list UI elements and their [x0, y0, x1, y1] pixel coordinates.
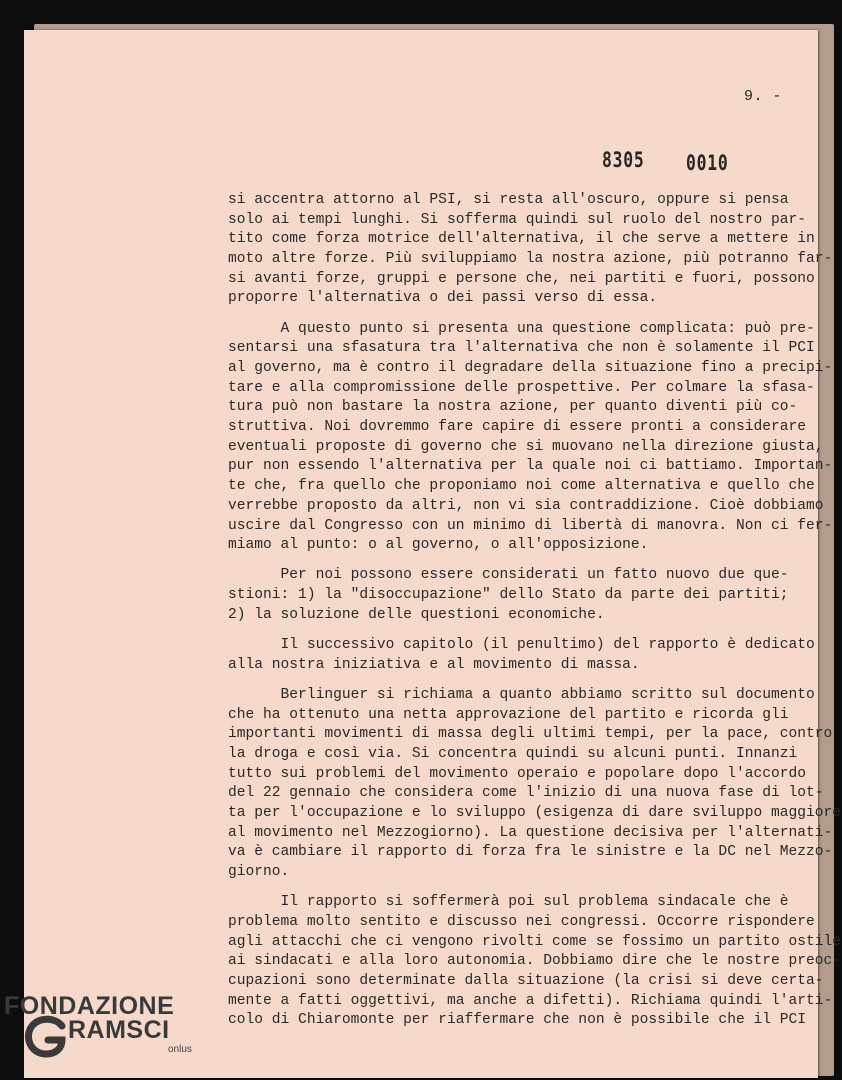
text-line: si avanti forze, gruppi e persone che, nei partiti e fuori, possono [228, 270, 815, 287]
text-line: agli attacchi che ci vengono rivolti come se fossimo un partito ostile [228, 933, 842, 950]
logo-line-1: FONDAZIONE [4, 992, 175, 1020]
paragraph [228, 566, 788, 625]
archive-stamp-left: 8305 [602, 148, 645, 172]
text-line: miamo al punto: o al governo, o all'opposizione. [228, 537, 649, 554]
text-line: alla nostra iniziativa e al movimento di massa. [228, 656, 640, 673]
text-line: Per noi possono essere considerati un fatto nuovo due que- [228, 567, 789, 584]
text-line: 2) la soluzione delle questioni economiche. [228, 606, 605, 623]
text-line: uscire dal Congresso con un minimo di libertà di manovra. Non ci fer- [228, 517, 833, 534]
text-line: ta per l'occupazione e lo sviluppo (esigenza di dare sviluppo maggiore [228, 804, 842, 821]
text-line: si accentra attorno al PSI, si resta all'oscuro, oppure si pensa [228, 192, 789, 208]
text-line: importanti movimenti di massa degli ultimi tempi, per la pace, contro [228, 726, 833, 743]
text-line: tura può non bastare la nostra azione, per quanto diventi più co- [228, 399, 798, 416]
text-line: ai sindacati e alla loro autonomia. Dobbiamo dire che le nostre preoc- [228, 953, 842, 970]
logo-line-3: onlus [168, 1044, 192, 1055]
text-line: al movimento nel Mezzogiorno). La questione decisiva per l'alternati- [228, 824, 833, 841]
text-line: tare e alla compromissione delle prospettive. Per colmare la sfasa- [228, 379, 815, 396]
text-line: la droga e così via. Si concentra quindi su alcuni punti. Innanzi [228, 745, 798, 762]
text-line: eventuali proposte di governo che si muovano nella direzione giusta, [228, 438, 824, 455]
text-line: al governo, ma è contro il degradare della situazione fino a precipi- [228, 360, 833, 376]
logo-line-2: RAMSCI [68, 1016, 170, 1044]
text-line: solo ai tempi lunghi. Si sofferma quindi sul ruolo del nostro par- [228, 211, 807, 228]
text-line: tito come forza motrice dell'alternativa, il che serve a mettere in [228, 231, 815, 248]
text-line: che ha ottenuto una netta approvazione del partito e ricorda gli [228, 706, 789, 723]
text-line: moto altre forze. Più sviluppiamo la nostra azione, più potranno far- [228, 251, 833, 268]
paragraph [228, 686, 842, 883]
fondazione-gramsci-logo [0, 988, 215, 1080]
text-line: Berlinguer si richiama a quanto abbiamo scritto sul documento [228, 686, 815, 703]
text-line: verrebbe proposto da altri, non vi sia contraddizione. Cioè dobbiamo [228, 497, 824, 514]
text-line: Il rapporto si soffermerà poi sul problema sindacale che è [228, 894, 789, 911]
text-line: cupazioni sono determinate dalla situazione (la crisi si deve certa- [228, 972, 824, 989]
text-line: proporre l'alternativa o dei passi verso di essa. [228, 290, 658, 307]
text-line: pur non essendo l'alternativa per la quale noi ci battiamo. Importan- [228, 458, 833, 475]
paragraph [228, 320, 833, 556]
text-line: colo di Chiaromonte per riaffermare che non è possibile che il PCI [228, 1012, 807, 1029]
text-line: va è cambiare il rapporto di forza fra le sinistre e la DC nel Mezzo- [228, 844, 833, 861]
page-number: 9. - [744, 88, 783, 105]
body-text [228, 191, 842, 1042]
text-line: problema molto sentito e discusso nei congressi. Occorre rispondere [228, 913, 815, 930]
text-line: mente a fatti oggettivi, ma anche a difetti). Richiama quindi l'arti- [228, 992, 833, 1009]
text-line: struttiva. Noi dovremmo fare capire di essere pronti a considerare [228, 419, 807, 436]
text-line: del 22 gennaio che considera come l'inizio di una nuova fase di lot- [228, 785, 824, 802]
text-line: giorno. [228, 864, 290, 880]
paragraph [228, 893, 842, 1031]
archive-stamp-right: 0010 [686, 151, 729, 175]
text-line: stioni: 1) la "disoccupazione" dello Stato da parte dei partiti; [228, 587, 789, 604]
text-line: sentarsi una sfasatura tra l'alternativa che non è solamente il PCI [228, 340, 815, 357]
paragraph [228, 636, 815, 675]
paragraph [228, 191, 833, 309]
text-line: Il successivo capitolo (il penultimo) del rapporto è dedicato [228, 636, 815, 653]
text-line: te che, fra quello che proponiamo noi come alternativa e quello che [228, 478, 815, 495]
text-line: A questo punto si presenta una questione complicata: può pre- [228, 320, 815, 337]
text-line: tutto sui problemi del movimento operaio e popolare dopo l'accordo [228, 765, 807, 782]
